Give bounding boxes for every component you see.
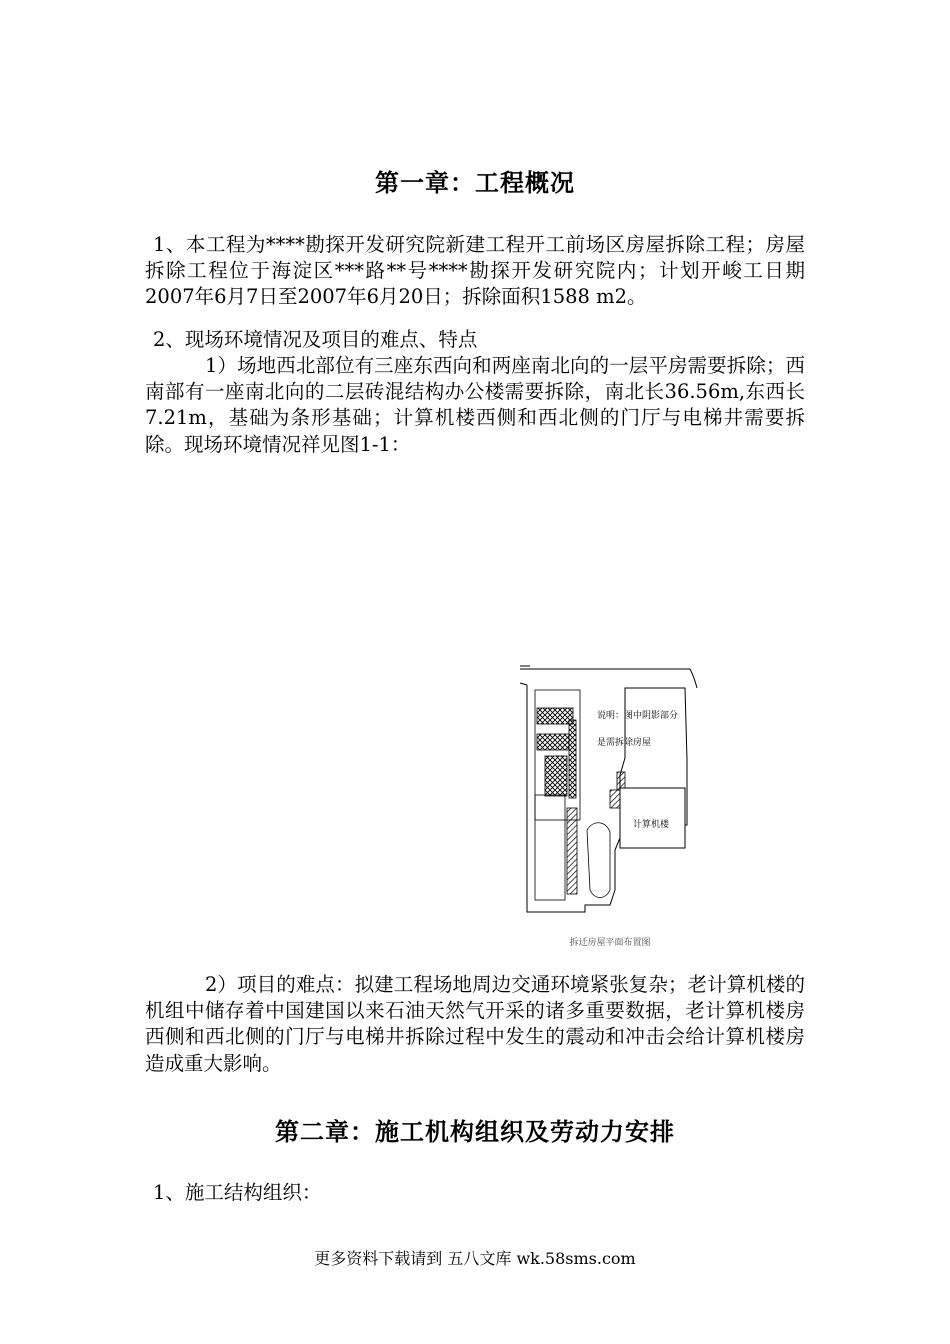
paragraph-site-conditions-heading: 2、现场环境情况及项目的难点、特点: [153, 328, 478, 351]
paragraph-construction-organization: 1、施工结构组织：: [153, 1181, 322, 1204]
computer-building-label: 计算机楼: [633, 820, 670, 830]
paragraph-site-description: 1）场地西北部位有三座东西向和两座南北向的一层平房需要拆除；西南部有一座南北向的二层砖混结构办公楼需要拆除，南北长36.56m,东西长7.21m，基础为条形基础；计算机楼西侧和西北侧的门厅与电梯井需要拆除。现场环境情况祥见图1-1：: [145, 354, 805, 456]
paragraph-project-overview: 1、本工程为****勘探开发研究院新建工程开工前场区房屋拆除工程；房屋拆除工程位于海淀区***路**号****勘探开发研究院内；计划开峻工日期2007年6月7日至2007年6月20日；拆除面积1588 m2。: [145, 233, 805, 309]
site-plan-figure: [515, 660, 705, 952]
figure-note-line-1: 说明：图中阴影部分: [597, 711, 679, 721]
paragraph-project-difficulties: 2）项目的难点：拟建工程场地周边交通环境紧张复杂；老计算机楼的机组中储存着中国建国以来石油天然气开采的诸多重要数据，老计算机楼房西侧和西北侧的门厅与电梯井拆除过程中发生的震动和冲击会给计算机楼房造成重大影响。: [145, 973, 805, 1075]
figure-note-line-2: 是需拆除房屋: [597, 738, 652, 748]
footer-download-note: 更多资料下载请到 五八文库 wk.58sms.com: [314, 1249, 636, 1268]
figure-caption: 拆迁房屋平面布置图: [569, 938, 651, 948]
chapter-2-title: 第二章：施工机构组织及劳动力安排: [275, 1117, 675, 1146]
site-plan-drawing: [515, 660, 705, 930]
chapter-1-title: 第一章：工程概况: [375, 168, 575, 197]
